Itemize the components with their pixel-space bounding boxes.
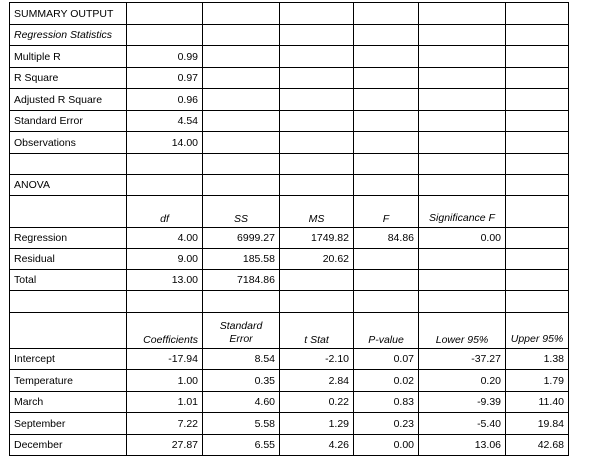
- stat-row: [10, 68, 569, 89]
- summary-title: SUMMARY OUTPUT: [10, 3, 127, 25]
- coefficient-label: December: [10, 435, 127, 456]
- stat-label: Observations: [10, 132, 127, 154]
- anova-header-f: F: [354, 196, 419, 228]
- t-stat-value: 0.22: [280, 392, 354, 413]
- stat-value: 14.00: [127, 132, 203, 154]
- coef-header-t-stat: t Stat: [280, 313, 354, 349]
- t-stat-value: 1.29: [280, 413, 354, 435]
- anova-header-df: df: [127, 196, 203, 228]
- blank-row: [10, 291, 569, 313]
- p-value: 0.00: [354, 435, 419, 456]
- stat-value: 4.54: [127, 111, 203, 132]
- coefficients-header-row: [10, 313, 569, 349]
- anova-significance: 0.00: [419, 228, 506, 249]
- anova-heading: ANOVA: [10, 175, 127, 196]
- anova-row: [10, 270, 569, 291]
- anova-df: 4.00: [127, 228, 203, 249]
- coefficient-row: [10, 392, 569, 413]
- stat-label: Standard Error: [10, 111, 127, 132]
- coefficient-label: September: [10, 413, 127, 435]
- coefficient-value: 1.01: [127, 392, 203, 413]
- standard-error-value: 8.54: [203, 349, 280, 370]
- upper-95-value: 42.68: [506, 435, 569, 456]
- coefficient-row: [10, 349, 569, 370]
- stat-row: [10, 132, 569, 154]
- anova-row-label: Residual: [10, 249, 127, 270]
- anova-f: [354, 270, 419, 291]
- lower-95-value: 0.20: [419, 370, 506, 392]
- anova-significance: [419, 249, 506, 270]
- p-value: 0.83: [354, 392, 419, 413]
- anova-significance: [419, 270, 506, 291]
- anova-header-row: [10, 196, 569, 228]
- anova-header-ms: MS: [280, 196, 354, 228]
- title-row: [10, 3, 569, 25]
- p-value: 0.23: [354, 413, 419, 435]
- p-value: 0.02: [354, 370, 419, 392]
- regression-statistics-heading: Regression Statistics: [10, 25, 127, 46]
- lower-95-value: -37.27: [419, 349, 506, 370]
- coefficient-label: Temperature: [10, 370, 127, 392]
- coefficient-row: [10, 435, 569, 456]
- coef-header-p-value: P-value: [354, 313, 419, 349]
- t-stat-value: -2.10: [280, 349, 354, 370]
- blank-row: [10, 154, 569, 175]
- lower-95-value: -5.40: [419, 413, 506, 435]
- standard-error-value: 0.35: [203, 370, 280, 392]
- anova-f: 84.86: [354, 228, 419, 249]
- anova-f: [354, 249, 419, 270]
- anova-ms: 1749.82: [280, 228, 354, 249]
- t-stat-value: 4.26: [280, 435, 354, 456]
- coefficient-row: [10, 370, 569, 392]
- stat-label: Adjusted R Square: [10, 89, 127, 111]
- lower-95-value: 13.06: [419, 435, 506, 456]
- anova-ms: [280, 270, 354, 291]
- anova-ss: 7184.86: [203, 270, 280, 291]
- coefficient-value: 1.00: [127, 370, 203, 392]
- coefficient-value: 7.22: [127, 413, 203, 435]
- anova-row-label: Regression: [10, 228, 127, 249]
- stat-value: 0.99: [127, 46, 203, 68]
- lower-95-value: -9.39: [419, 392, 506, 413]
- anova-df: 9.00: [127, 249, 203, 270]
- anova-ss: 185.58: [203, 249, 280, 270]
- stat-label: R Square: [10, 68, 127, 89]
- stat-label: Multiple R: [10, 46, 127, 68]
- p-value: 0.07: [354, 349, 419, 370]
- coef-header-lower-95: Lower 95%: [419, 313, 506, 349]
- anova-header-ss: SS: [203, 196, 280, 228]
- coefficient-value: 27.87: [127, 435, 203, 456]
- coef-header-coefficients: Coefficients: [127, 313, 203, 349]
- upper-95-value: 1.79: [506, 370, 569, 392]
- coefficient-value: -17.94: [127, 349, 203, 370]
- regression-statistics-heading-row: [10, 25, 569, 46]
- upper-95-value: 11.40: [506, 392, 569, 413]
- anova-row: [10, 228, 569, 249]
- anova-row-label: Total: [10, 270, 127, 291]
- anova-ss: 6999.27: [203, 228, 280, 249]
- stat-row: [10, 89, 569, 111]
- stat-value: 0.97: [127, 68, 203, 89]
- stat-value: 0.96: [127, 89, 203, 111]
- coefficient-label: March: [10, 392, 127, 413]
- coefficient-label: Intercept: [10, 349, 127, 370]
- standard-error-value: 6.55: [203, 435, 280, 456]
- coef-header-upper-95: Upper 95%: [506, 313, 569, 349]
- standard-error-value: 5.58: [203, 413, 280, 435]
- standard-error-value: 4.60: [203, 392, 280, 413]
- summary-output-table: [9, 2, 569, 456]
- stat-row: [10, 111, 569, 132]
- anova-row: [10, 249, 569, 270]
- stat-row: [10, 46, 569, 68]
- upper-95-value: 1.38: [506, 349, 569, 370]
- anova-df: 13.00: [127, 270, 203, 291]
- t-stat-value: 2.84: [280, 370, 354, 392]
- anova-header-significance-f: Significance F: [419, 196, 506, 228]
- coef-header-standard-error: Standard Error: [203, 313, 280, 349]
- anova-ms: 20.62: [280, 249, 354, 270]
- anova-heading-row: [10, 175, 569, 196]
- upper-95-value: 19.84: [506, 413, 569, 435]
- coefficient-row: [10, 413, 569, 435]
